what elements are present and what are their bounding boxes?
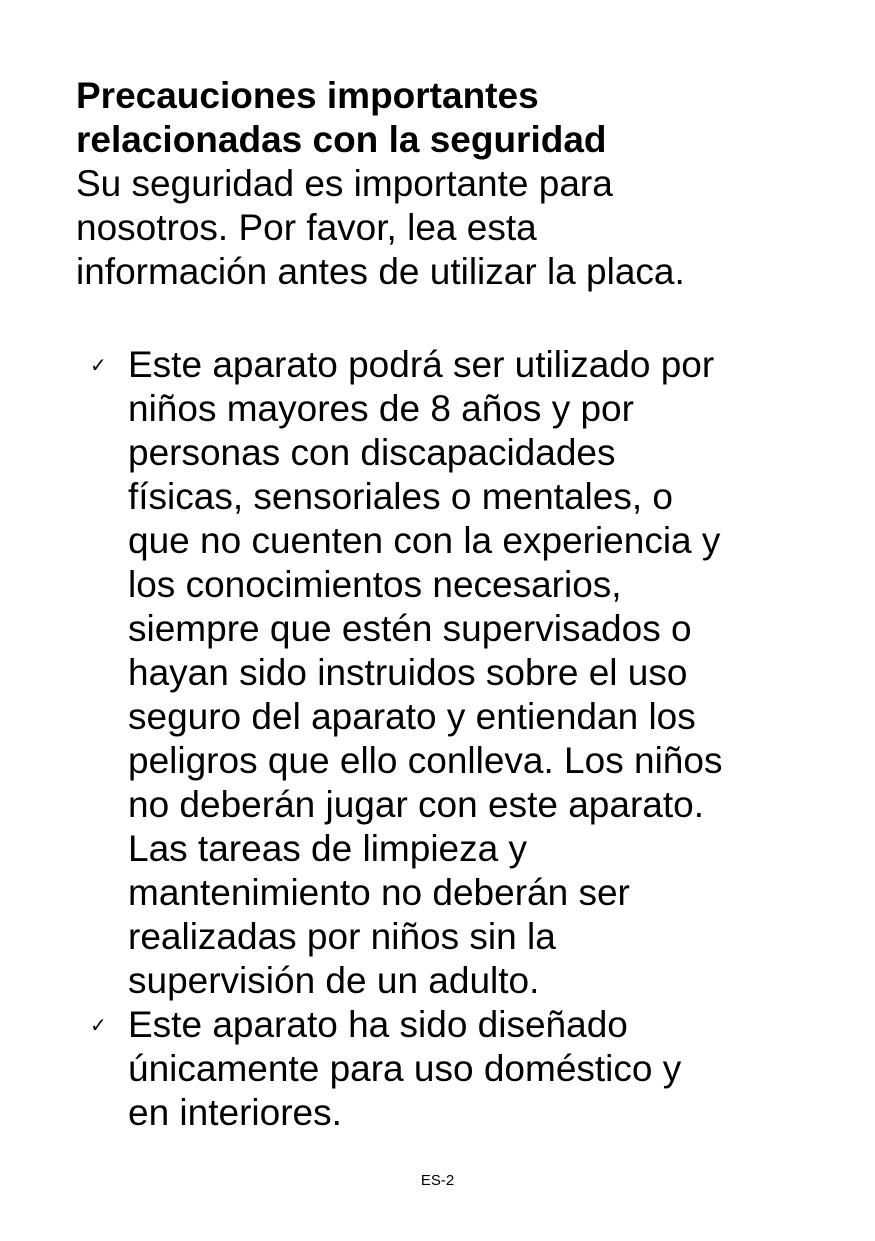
bullet-text-line: hayan sido instruidos sobre el uso	[128, 652, 688, 693]
intro-text-line: Su seguridad es importante para	[76, 163, 613, 204]
bullet-text-line: no deberán jugar con este aparato.	[128, 784, 704, 825]
bullet-text-line: supervisión de un adulto.	[128, 960, 540, 1001]
bullet-text-line: únicamente para uso doméstico y	[128, 1048, 682, 1089]
list-item	[76, 1003, 856, 1135]
section-title-line: Precauciones importantes	[76, 75, 539, 116]
page-number: ES-2	[420, 1172, 455, 1189]
bullet-text-line: niños mayores de 8 años y por	[128, 388, 634, 429]
bullet-text-line: Este aparato podrá ser utilizado por	[128, 344, 715, 385]
intro-text-line: información antes de utilizar la placa.	[76, 251, 685, 292]
bullet-text-line: mantenimiento no deberán ser	[128, 872, 630, 913]
safety-heading-block	[76, 74, 836, 294]
list-item	[76, 343, 856, 1003]
checkmark-icon: ✓	[90, 1013, 107, 1037]
bullet-text-line: siempre que estén supervisados o	[128, 608, 692, 649]
bullet-text-line: Este aparato ha sido diseñado	[128, 1004, 628, 1045]
bullet-text-line: Las tareas de limpieza y	[128, 828, 527, 869]
intro-text-line: nosotros. Por favor, lea esta	[76, 207, 537, 248]
bullet-text-line: los conocimientos necesarios,	[128, 564, 622, 605]
bullet-text-line: físicas, sensoriales o mentales, o	[128, 476, 673, 517]
safety-bullet-list	[76, 343, 856, 1135]
bullet-text-line: seguro del aparato y entiendan los	[128, 696, 696, 737]
bullet-text-line: realizadas por niños sin la	[128, 916, 556, 957]
bullet-text-line: personas con discapacidades	[128, 432, 616, 473]
bullet-text-line: que no cuenten con la experiencia y	[128, 520, 721, 561]
checkmark-icon: ✓	[90, 353, 107, 377]
bullet-text-line: peligros que ello conlleva. Los niños	[128, 740, 723, 781]
bullet-text-line: en interiores.	[128, 1092, 342, 1133]
section-title-line: relacionadas con la seguridad	[76, 119, 607, 160]
